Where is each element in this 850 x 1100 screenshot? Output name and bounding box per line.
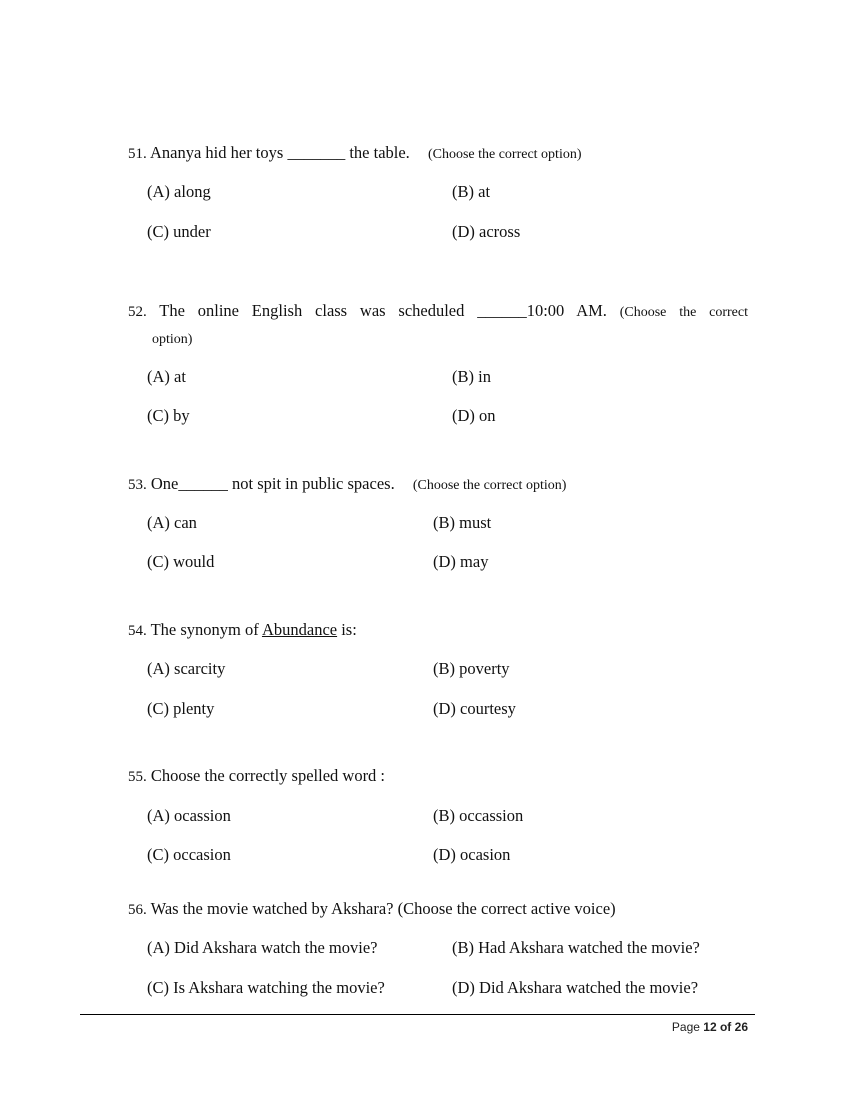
option-c: (C) by — [147, 406, 190, 425]
option-b: (B) poverty — [433, 659, 510, 678]
stem-text: Was the movie watched by Akshara? (Choose the correct active voice) — [150, 899, 616, 918]
option-b: (B) at — [452, 182, 491, 201]
blank: ______ — [178, 474, 228, 493]
option-b: (B) Had Akshara watched the movie? — [452, 938, 700, 957]
option-c: (C) under — [147, 222, 211, 241]
question-53-stem — [128, 474, 566, 494]
question-number: 53. — [128, 477, 147, 493]
option-d: (D) may — [433, 552, 489, 571]
stem-word: AM. — [576, 301, 607, 320]
blank: _______ — [287, 143, 346, 162]
question-51-stem — [128, 143, 582, 163]
option-d: (D) Did Akshara watched the movie? — [452, 978, 699, 997]
option-a: (A) ocassion — [147, 806, 231, 825]
of-label: of — [719, 1020, 732, 1034]
option-a: (A) scarcity — [147, 659, 226, 678]
option-c: (C) occasion — [147, 845, 231, 864]
stem-word: scheduled — [398, 301, 465, 320]
option-a: (A) Did Akshara watch the movie? — [147, 938, 378, 957]
stem-word: was — [359, 301, 386, 320]
stem-text-before: One — [150, 474, 179, 493]
option-c: (C) plenty — [147, 699, 215, 718]
underlined-word: Abundance — [261, 620, 338, 639]
question-number: 54. — [128, 623, 147, 639]
stem-text-after: not spit in public spaces. — [232, 474, 395, 493]
page-total: 26 — [734, 1020, 748, 1034]
question-number: 52. — [128, 304, 147, 320]
option-a: (A) at — [147, 367, 186, 386]
stem-word: ______10:00 — [477, 301, 565, 320]
question-56-stem — [128, 899, 616, 919]
page-label: Page — [671, 1020, 700, 1034]
option-b: (B) must — [433, 513, 492, 532]
question-number: 56. — [128, 902, 147, 918]
option-c: (C) would — [147, 552, 215, 571]
option-d: (D) ocasion — [433, 845, 511, 864]
option-a: (A) can — [147, 513, 197, 532]
stem-text-before: The synonym of — [150, 620, 259, 639]
stem-word: English — [251, 301, 303, 320]
option-a: (A) along — [147, 182, 211, 201]
stem-word: online — [197, 301, 239, 320]
instruction-note: (Choose the correct option) — [427, 147, 582, 162]
question-number: 55. — [128, 769, 147, 785]
option-c: (C) Is Akshara watching the movie? — [147, 978, 385, 997]
page-footer — [672, 1020, 748, 1034]
question-55-stem — [128, 766, 385, 786]
instruction-word: correct — [709, 305, 748, 320]
footer-divider — [80, 1014, 755, 1015]
stem-word: class — [315, 301, 348, 320]
option-b: (B) in — [452, 367, 491, 386]
instruction-note: (Choose the correct option) — [412, 478, 567, 493]
page-current: 12 — [703, 1020, 717, 1034]
option-d: (D) across — [452, 222, 521, 241]
question-number: 51. — [128, 146, 147, 162]
option-d: (D) on — [452, 406, 496, 425]
stem-text: Choose the correctly spelled word : — [150, 766, 386, 785]
instruction-word: (Choose — [619, 305, 667, 320]
instruction-word: the — [679, 305, 697, 320]
option-b: (B) occassion — [433, 806, 524, 825]
stem-text-before: Ananya hid her toys — [149, 143, 284, 162]
stem-text-after: is: — [341, 620, 357, 639]
stem-text-after: the table. — [349, 143, 410, 162]
stem-word: The — [159, 301, 185, 320]
question-52-stem — [128, 301, 748, 321]
option-d: (D) courtesy — [433, 699, 516, 718]
question-54-stem — [128, 620, 357, 640]
instruction-note-continued: option) — [152, 332, 193, 347]
